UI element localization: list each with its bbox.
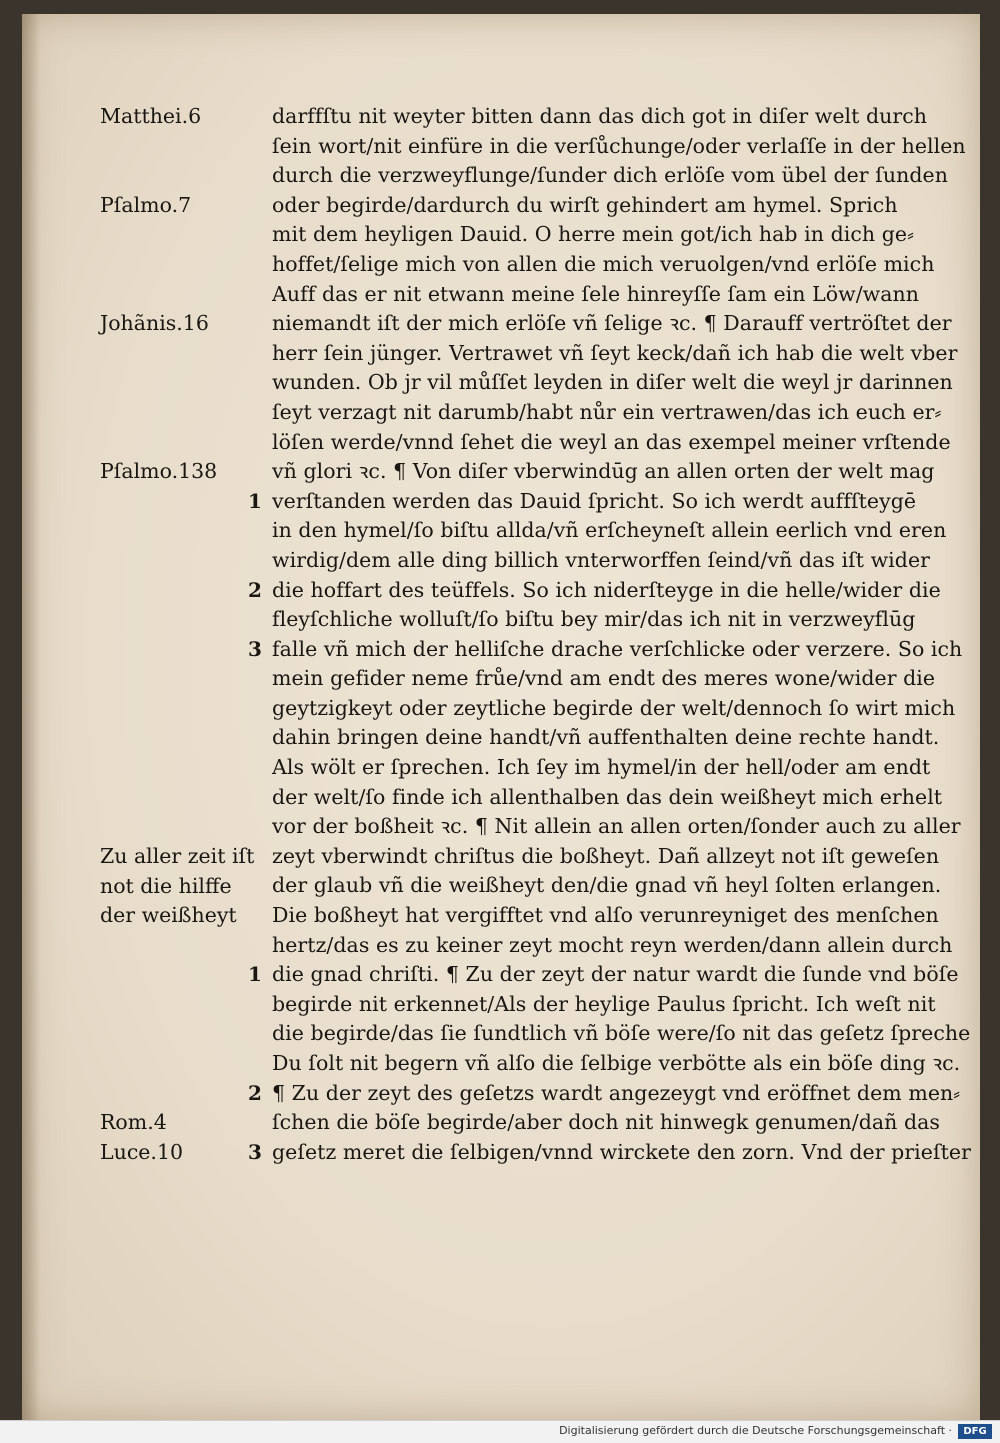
text-line: geſetz meret die ſelbigen/vnnd wirckete den zorn. Vnd der prieſter	[272, 1139, 971, 1164]
text-line: wunden. Ob jr vil můſſet leyden in diſer welt die weyl jr darinnen	[272, 370, 953, 395]
dfg-logo: DFG	[958, 1424, 992, 1439]
margin-note: not die hilffe	[100, 873, 232, 898]
text-line: niemandt iſt der mich erlöſe vñ ſelige ꝛc. ¶ Darauff vertröſtet der	[272, 311, 952, 336]
text-line: begirde nit erkennet/Als der heylige Paulus ſpricht. Ich weſt nit	[272, 991, 936, 1016]
text-line: Du ſolt nit begern vñ alſo die ſelbige verbötte als ein böſe ding ꝛc.	[272, 1051, 961, 1075]
text-line: löſen werde/vnnd ſehet die weyl an das exempel meiner vrſtende	[272, 429, 951, 454]
text-line: mein gefider neme frůe/vnd am endt des meres wone/wider die	[272, 666, 936, 691]
text-line: fleyſchliche wolluſt/ſo biſtu bey mir/das ich nit in verzweyflūg	[272, 607, 916, 632]
text-line: vor der boßheit ꝛc. ¶ Nit allein an allen orten/ſonder auch zu aller	[272, 814, 961, 839]
text-line: zeyt vberwindt chriſtus die boßheyt. Dañ allzeyt not iſt geweſen	[272, 843, 940, 868]
text-line: darffſtu nit weyter bitten dann das dich got in diſer welt durch	[272, 104, 928, 128]
text-line: die hoffart des teüffels. So ich niderſteyge in die helle/wider die	[272, 577, 941, 602]
book-page	[22, 14, 980, 1420]
margin-number: 3	[248, 636, 262, 661]
margin-number: 1	[248, 962, 262, 987]
text-line: herr ſein jünger. Vertrawet vñ ſeyt keck/dañ ich hab die welt vber	[272, 340, 958, 365]
text-line: Die boßheyt hat vergifftet vnd alſo verunreyniget des menſchen	[272, 903, 939, 928]
text-line: der glaub vñ die weißheyt den/die gnad vñ heyl ſolten erlangen.	[272, 873, 942, 898]
text-line: in den hymel/ſo biſtu allda/vñ erſcheyneſt allein eerlich vnd eren	[272, 518, 947, 543]
text-line: die gnad chriſti. ¶ Zu der zeyt der natur wardt die ſunde vnd böſe	[272, 962, 959, 987]
text-line: geytzigkeyt oder zeytliche begirde der welt/dennoch ſo wirt mich	[272, 695, 956, 720]
text-line: dahin bringen deine handt/vñ auffenthalten deine rechte handt.	[272, 725, 940, 750]
text-line: ſein wort/nit einfüre in die verſůchunge/oder verlaſſe in der hellen	[272, 133, 966, 158]
text-line: Als wölt er ſprechen. Ich ſey im hymel/in der hell/oder am endt	[272, 755, 931, 780]
text-line: ſchen die böſe begirde/aber doch nit hinwegk genumen/dañ das	[272, 1110, 940, 1135]
margin-note: Johãnis.16	[100, 311, 209, 336]
text-line: oder begirde/dardurch du wirſt gehindert am hymel. Sprich	[272, 192, 898, 217]
text-line: wirdig/dem alle ding billich vnterworffen ſeind/vñ das iſt wider	[272, 547, 930, 572]
text-line: mit dem heyligen Dauid. O herre mein got/ich hab in dich ge⸗	[272, 222, 914, 247]
margin-number: 1	[248, 488, 262, 513]
text-line: durch die verzweyflunge/ſunder dich erlöſe vom übel der ſunden	[272, 163, 948, 188]
text-line: vñ glori ꝛc. ¶ Von diſer vberwindūg an allen orten der welt mag	[272, 459, 935, 484]
footer-credit: Digitalisierung gefördert durch die Deutsche Forschungsgemeinschaft ·	[559, 1424, 952, 1437]
page-gutter-shadow	[22, 14, 40, 1420]
text-line: verſtanden werden das Dauid ſpricht. So ich werdt auffſteygē	[272, 488, 917, 513]
text-line: Auff das er nit etwann meine ſele hinreyſſe ſam ein Löw/wann	[272, 281, 920, 306]
margin-note: Rom.4	[100, 1110, 167, 1135]
text-line: ſeyt verzagt nit darumb/habt nůr ein vertrawen/das ich euch er⸗	[272, 399, 942, 424]
text-line: hertz/das es zu keiner zeyt mocht reyn werden/dann allein durch	[272, 932, 953, 957]
body-text-block	[272, 102, 982, 1167]
margin-note: Zu aller zeit iſt	[100, 844, 255, 868]
margin-number: 2	[248, 1080, 262, 1105]
margin-number: 2	[248, 577, 262, 602]
text-line: der welt/ſo finde ich allenthalben das dein weißheyt mich erhelt	[272, 784, 943, 809]
margin-note: der weißheyt	[100, 903, 237, 928]
margin-note: Pſalmo.138	[100, 459, 218, 484]
margin-note: Luce.10	[100, 1140, 184, 1164]
margin-number: 3	[248, 1140, 262, 1164]
margin-note: Matthei.6	[100, 104, 202, 128]
text-line: die begirde/das ſie ſundtlich vñ böſe were/ſo nit das geſetz ſpreche	[272, 1021, 971, 1046]
text-line: hoffet/ſelige mich von allen die mich veruolgen/vnd erlöſe mich	[272, 251, 935, 276]
text-line: ¶ Zu der zeyt des geſetzs wardt angezeygt vnd eröffnet dem men⸗	[272, 1080, 961, 1105]
margin-note: Pſalmo.7	[100, 192, 192, 217]
digitization-footer	[0, 1420, 1000, 1443]
text-line: falle vñ mich der helliſche drache verſchlicke oder verzere. So ich	[272, 636, 963, 661]
